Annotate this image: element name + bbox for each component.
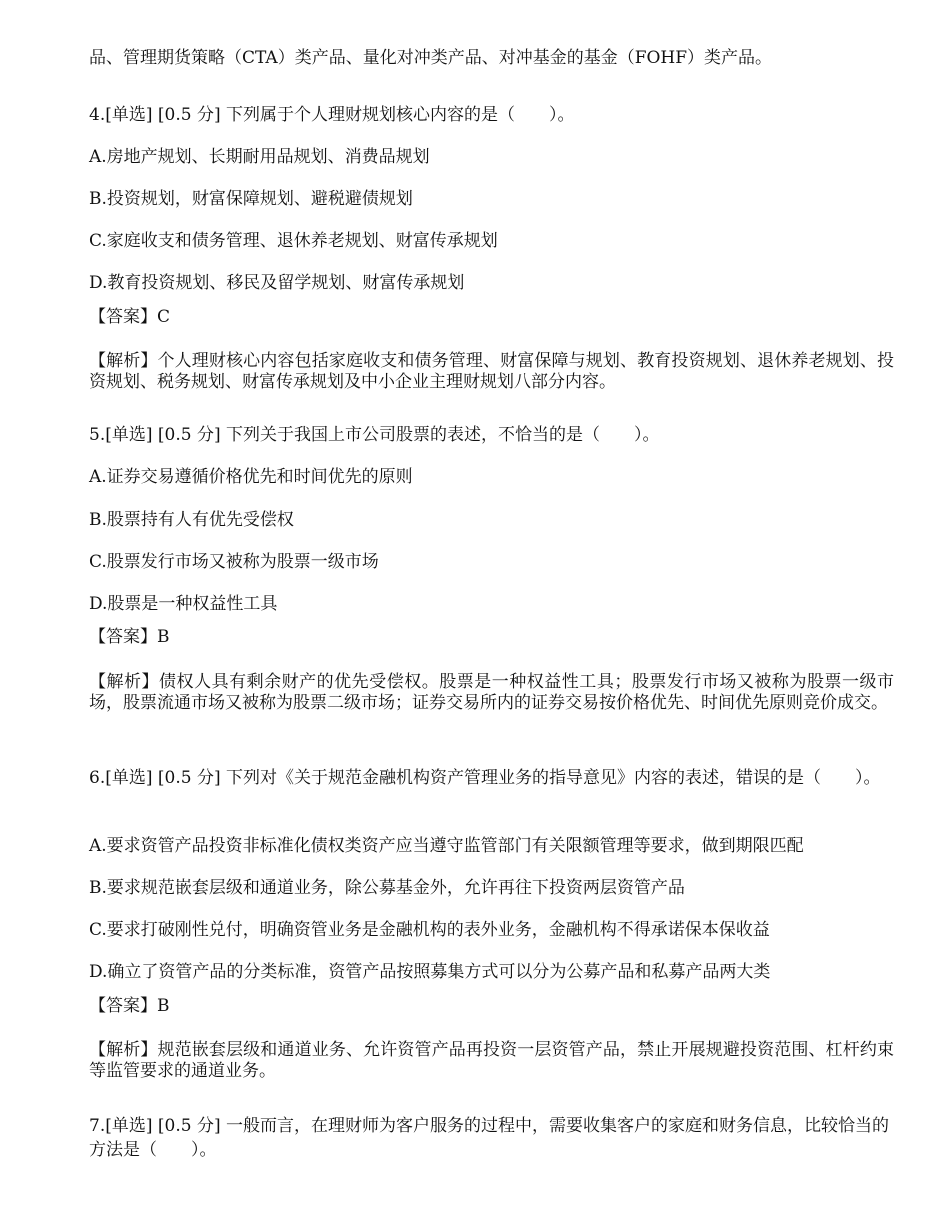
question-6-option-a: A.要求资管产品投资非标准化债权类资产应当遵守监管部门有关限额管理等要求，做到期限匹配 — [89, 836, 804, 856]
question-6-option-b: B.要求规范嵌套层级和通道业务，除公募基金外，允许再往下投资两层资管产品 — [89, 878, 685, 898]
question-5-option-c: C.股票发行市场又被称为股票一级市场 — [89, 552, 379, 572]
question-6-analysis: 【解析】规范嵌套层级和通道业务、允许资管产品再投资一层资管产品，禁止开展规避投资范围、杠杆约束等监管要求的通道业务。 — [89, 1040, 894, 1081]
question-5-option-a: A.证券交易遵循价格优先和时间优先的原则 — [89, 467, 413, 487]
question-5-option-d: D.股票是一种权益性工具 — [89, 594, 278, 614]
question-6-answer: 【答案】B — [89, 996, 170, 1016]
question-4-option-d: D.教育投资规划、移民及留学规划、财富传承规划 — [89, 273, 465, 293]
question-5-analysis: 【解析】债权人具有剩余财产的优先受偿权。股票是一种权益性工具；股票发行市场又被称为股票一级市场，股票流通市场又被称为股票二级市场；证券交易所内的证券交易按价格优先、时间优先原则竞价成交。 — [89, 672, 894, 713]
question-5-option-b: B.股票持有人有优先受偿权 — [89, 510, 294, 530]
question-6-stem: 6.[单选] [0.5 分] 下列对《关于规范金融机构资产管理业务的指导意见》内容的表述，错误的是（ ）。 — [89, 768, 881, 788]
question-4-option-c: C.家庭收支和债务管理、退休养老规划、财富传承规划 — [89, 231, 498, 251]
question-5-answer: 【答案】B — [89, 627, 170, 647]
question-4-answer: 【答案】C — [89, 307, 171, 327]
question-7-stem: 7.[单选] [0.5 分] 一般而言，在理财师为客户服务的过程中，需要收集客户的家庭和财务信息，比较恰当的方法是（ ）。 — [89, 1116, 889, 1160]
question-4-option-a: A.房地产规划、长期耐用品规划、消费品规划 — [89, 147, 430, 167]
question-4-option-b: B.投资规划，财富保障规划、避税避债规划 — [89, 189, 413, 209]
question-4-analysis: 【解析】个人理财核心内容包括家庭收支和债务管理、财富保障与规划、教育投资规划、退休养老规划、投资规划、税务规划、财富传承规划及中小企业主理财规划八部分内容。 — [89, 351, 894, 392]
intro-line: 品、管理期货策略（CTA）类产品、量化对冲类产品、对冲基金的基金（FOHF）类产品。 — [89, 48, 773, 68]
question-6-option-c: C.要求打破刚性兑付，明确资管业务是金融机构的表外业务，金融机构不得承诺保本保收益 — [89, 920, 770, 940]
question-6-option-d: D.确立了资管产品的分类标准，资管产品按照募集方式可以分为公募产品和私募产品两大类 — [89, 962, 771, 982]
question-4-stem: 4.[单选] [0.5 分] 下列属于个人理财规划核心内容的是（ ）。 — [89, 105, 575, 125]
question-5-stem: 5.[单选] [0.5 分] 下列关于我国上市公司股票的表述，不恰当的是（ ）。 — [89, 425, 660, 445]
